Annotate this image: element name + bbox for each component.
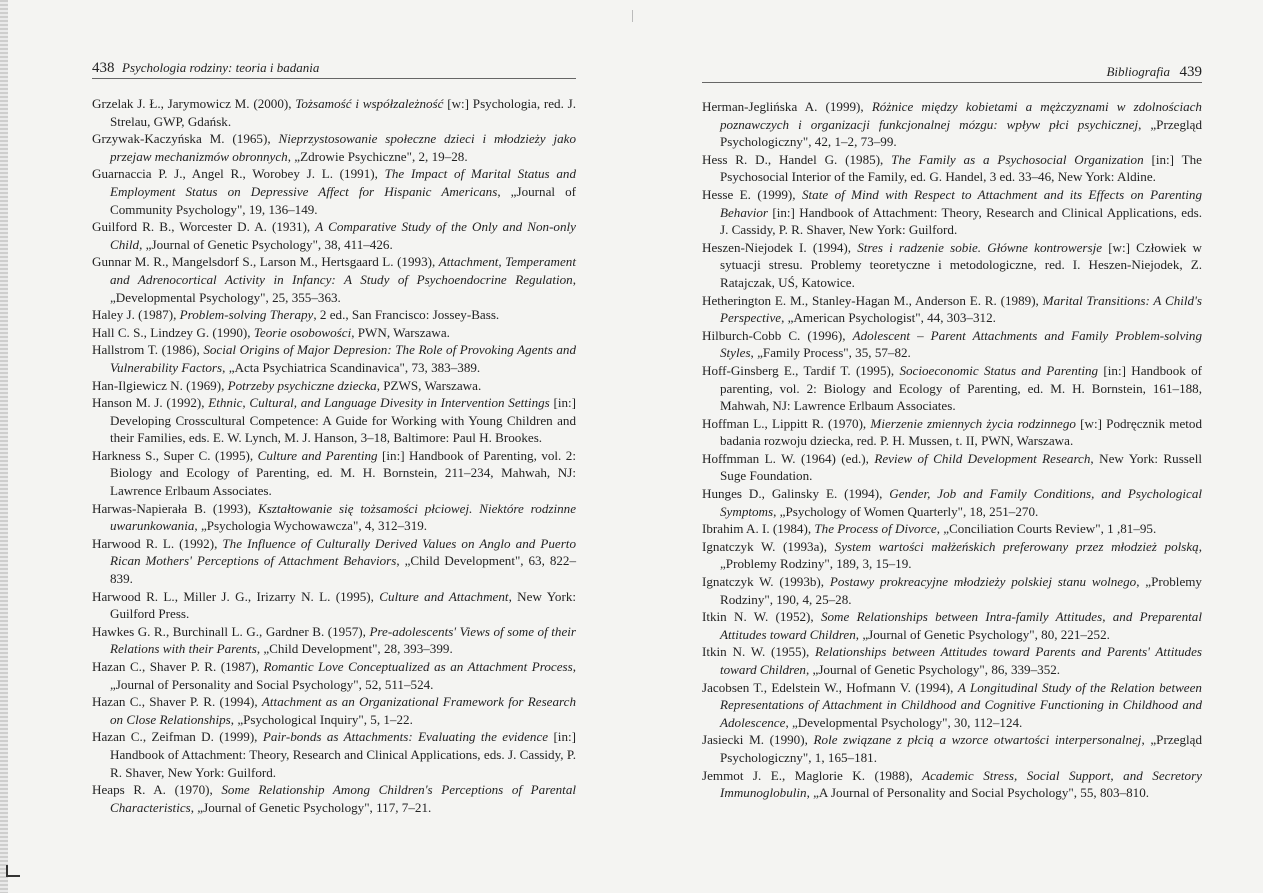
entry-title: Romantic Love Conceptualized as an Attachment Process [263, 659, 573, 674]
bibliography-entry [92, 500, 576, 535]
entry-source: , „Child Development", 28, 393–399. [256, 641, 453, 657]
entry-title: Marital Transitions: A Child's Perspective [720, 292, 1203, 326]
entry-authors: Hilburch-Cobb C. (1996), [702, 327, 853, 343]
bibliography-entry [702, 327, 1202, 362]
entry-title: State of Mind with Respect to Attachment and its Effects on Parenting Behavior [720, 186, 1202, 220]
entry-source: [w:] Podręcznik metod badania rozwoju dziecka, red. P. H. Mussen, t. II, PWN, Warszawa. [720, 415, 1203, 449]
entry-authors: Harwas-Napierała B. (1993), [92, 500, 258, 516]
entry-authors: Harkness S., Super C. (1995), [92, 447, 258, 463]
entry-source: [in:] Handbook of Attachment: Theory, Research and Clinical Applications, eds. J. Cassidy, P. R. Shaver, New York: Guilford. [110, 729, 576, 780]
bibliography-entry [92, 693, 576, 728]
entry-authors: Grzywak-Kaczyńska M. (1965), [92, 131, 279, 147]
entry-source: [w:] Człowiek w sytuacji stresu. Problemy teoretyczne i metodologiczne, red. I. Heszen-Niejodek, Z. Ratajczak, UŚ, Katowice. [720, 239, 1202, 290]
entry-source: , „Journal of Genetic Psychology", 117, 7–21. [190, 799, 432, 815]
entry-title: Ethnic, Cultural, and Language Divesity in Intervention Settings [208, 395, 550, 411]
left-page [92, 0, 576, 893]
bibliography-entry [702, 573, 1202, 608]
bibliography-entry [92, 306, 576, 324]
bibliography-list [702, 98, 1202, 802]
entry-source: , „Acta Psychiatrica Scandinavica", 73, 383–389. [222, 359, 481, 375]
entry-source: , PWN, Warszawa. [351, 324, 450, 340]
entry-title: The Process of Divorce [814, 521, 937, 537]
entry-authors: Hetherington E. M., Stanley-Hagan M., Anderson E. R. (1989), [702, 292, 1043, 308]
entry-source: , „Psychological Inquiry", 5, 1–22. [230, 711, 413, 727]
entry-title: A Comparative Study of the Only and Non-only Child [110, 219, 576, 252]
entry-authors: Gunnar M. R., Mangelsdorf S., Larson M., Hertsgaard L. (1993), [92, 254, 439, 270]
entry-authors: Hanson M. J. (1992), [92, 395, 209, 411]
entry-authors: Herman-Jeglińska A. (1999), [702, 99, 872, 114]
bibliography-entry [92, 394, 576, 447]
entry-title: Różnice między kobietami a mężczyznami w zdolnościach poznawczych i organizacji funkcjonalnej mózgu: wpływ płci psychicznej [720, 99, 1202, 132]
bibliography-entry [92, 341, 576, 376]
entry-title: Postawy prokreacyjne młodzieży polskiej stanu wolnego [829, 574, 1137, 590]
entry-source: , „Journal of Community Psychology", 19, 136–149. [110, 183, 576, 217]
crop-mark [6, 865, 20, 877]
entry-source: [in:] Handbook of parenting, vol. 2: Biology and Ecology of Parenting, ed. M. H. Bornstein, 161–188, Mahwah, NJ: Lawrence Erlbaum Associates. [720, 362, 1202, 414]
entry-title: Social Origins of Major Depresion: The Role of Provoking Agents and Vulnerability Factors [110, 342, 576, 375]
entry-title: Pair-bonds as Attachments: Evaluating the evidence [262, 729, 549, 745]
entry-authors: Hunges D., Galinsky E. (1994), [702, 486, 890, 502]
entry-title: Attachment, Temperament and Adrenocortical Activity in Infancy: A Study of Psychoendocrine Regulation [110, 254, 576, 287]
entry-authors: Guarnaccia P. J., Angel R., Worobey J. L. (1991), [92, 166, 385, 182]
bibliography-entry [702, 292, 1202, 327]
gutter-mark [632, 10, 633, 22]
bibliography-entry [702, 608, 1202, 643]
entry-title: Teorie osobowości [253, 324, 352, 340]
entry-authors: Heaps R. A. (1970), [92, 782, 222, 798]
bibliography-entry [92, 253, 576, 306]
entry-authors: Heszen-Niejodek I. (1994), [702, 239, 858, 255]
entry-source: , „Conciliation Courts Review", 1 ,81–95. [936, 521, 1157, 537]
entry-source: , PZWS, Warszawa. [376, 377, 482, 393]
right-page [702, 0, 1202, 893]
entry-title: System wartości małżeńskich preferowany przez młodzież polską [834, 538, 1199, 554]
bibliography-entry [702, 151, 1202, 186]
entry-title: Some Relationship Among Children's Perceptions of Parental Characteristics [110, 782, 577, 815]
entry-source: , „Child Development", 63, 822–839. [110, 553, 577, 587]
entry-authors: Hesse E. (1999), [702, 186, 802, 202]
entry-title: Review of Child Development Research [874, 450, 1091, 466]
entry-authors: Hall C. S., Lindzey G. (1990), [92, 324, 254, 340]
entry-title: Kształtowanie się tożsamości płciowej. Niektóre rodzinne uwarunkowania [110, 500, 577, 534]
bibliography-entry [702, 485, 1202, 520]
entry-source: , „Developmental Psychology", 25, 355–363. [110, 271, 576, 305]
bibliography-entry [92, 447, 576, 500]
bibliography-entry [92, 218, 576, 253]
entry-authors: Ibrahim A. I. (1984), [702, 521, 815, 537]
entry-title: Relationships between Attitudes toward Parents and Parents' Attitudes toward Children [720, 644, 1202, 677]
entry-title: Tożsamość i współzależność [295, 96, 444, 111]
entry-authors: Jemmot J. E., Maglorie K. (1988), [702, 767, 923, 783]
page-number: 438 [92, 60, 115, 76]
bibliography-entry [92, 658, 576, 693]
entry-source: , „Journal of Genetic Psychology", 86, 339–352. [805, 662, 1061, 677]
page-number: 439 [1179, 64, 1202, 80]
bibliography-entry [702, 186, 1202, 239]
entry-source: [in:] Developing Crosscultural Competence: A Guide for Working with Young Children and their Families, eds. E. W. Lynch, M. J. Hanson, 3–18, Baltimore: Paul H. Brookes. [110, 395, 577, 446]
entry-authors: Itkin N. W. (1955), [702, 644, 816, 660]
bibliography-entry [92, 728, 576, 781]
bibliography-entry [702, 538, 1202, 573]
entry-source: , „Problemy Rodziny", 190, 4, 25–28. [720, 574, 1202, 607]
bibliography-entry [92, 324, 576, 342]
entry-source: , 2 ed., San Francisco: Jossey-Bass. [313, 307, 500, 323]
entry-source: , „Problemy Rodziny", 189, 3, 15–19. [720, 538, 1202, 572]
running-head: Psychologia rodziny: teoria i badania [122, 60, 320, 75]
entry-authors: Hawkes G. R., Burchinall L. G., Gardner B. (1957), [92, 623, 370, 639]
entry-source: , „Developmental Psychology", 30, 112–124. [785, 714, 1023, 730]
bibliography-entry [702, 643, 1202, 678]
entry-source: , „Psychologia Wychowawcza", 4, 312–319. [194, 518, 428, 534]
entry-authors: Han-Ilgiewicz N. (1969), [92, 377, 228, 393]
entry-source: , „Journal of Genetic Psychology", 80, 221–252. [855, 626, 1110, 642]
bibliography-entry [92, 623, 576, 658]
bibliography-entry [702, 731, 1202, 766]
entry-source: , „Family Process", 35, 57–82. [750, 345, 911, 361]
running-head: Bibliografia [1106, 64, 1170, 79]
entry-title: Culture and Parenting [257, 447, 378, 463]
entry-title: Some Relationships between Intra-family Attitudes, and Preparental Attitudes toward Children [720, 609, 1202, 642]
entry-title: The Impact of Marital Status and Employment Status on Depressive Affect for Hispanic Americans [110, 166, 577, 199]
entry-title: The Family as a Psychosocial Organization [891, 151, 1144, 167]
entry-title: Attachment as an Organizational Framework for Research on Close Relationships [110, 694, 576, 727]
entry-title: Problem-solving Therapy [179, 307, 314, 323]
bibliography-entry [702, 362, 1202, 415]
entry-title: A Longitudinal Study of the Relation between Representations of Attachment in Childhood and Cognitive Functioning in Childhood and Adolescence [720, 679, 1202, 730]
entry-authors: Harwood R. L., Miller J. G., Irizarry N. L. (1995), [92, 588, 380, 604]
entry-authors: Hoffman L., Lippitt R. (1970), [702, 415, 871, 431]
entry-authors: Grzelak J. Ł., Jarymowicz M. (2000), [92, 96, 296, 111]
bibliography-entry [702, 767, 1202, 802]
entry-title: Role związane z płcią a wzorce otwartości interpersonalnej [813, 732, 1142, 748]
bibliography-entry [92, 377, 576, 395]
entry-authors: Hess R. D., Handel G. (1985), [702, 151, 892, 167]
entry-title: Nieprzystosowanie społeczne dzieci i młodzieży jako przejaw mechanizmów obronnych [110, 131, 576, 164]
entry-authors: Ignatczyk W. (1993a), [702, 538, 835, 554]
entry-title: Pre-adolescents' Views of some of their Relations with their Parents [110, 623, 576, 657]
entry-authors: Hazan C., Shaver P. R. (1994), [92, 694, 262, 710]
entry-source: , „Zdrowie Psychiczne", 2, 19–28. [287, 148, 468, 164]
entry-source: , „Journal of Personality and Social Psychology", 52, 511–524. [110, 659, 576, 692]
entry-source: , „American Psychologist", 44, 303–312. [781, 310, 996, 326]
bibliography-entry [92, 165, 576, 218]
bibliography-list [92, 95, 576, 816]
entry-authors: Hallstrom T. (1986), [92, 342, 204, 358]
bibliography-entry [92, 130, 576, 165]
entry-source: , „Przegląd Psychologiczny", 1, 165–181. [720, 732, 1202, 765]
entry-authors: Itkin N. W. (1952), [702, 609, 821, 625]
entry-authors: Hoff-Ginsberg E., Tardif T. (1995), [702, 362, 900, 378]
entry-source: , „Psychology of Women Quarterly", 18, 251–270. [773, 503, 1039, 519]
bibliography-entry [702, 450, 1202, 485]
entry-source: , „Przegląd Psychologiczny", 42, 1–2, 73–99. [720, 116, 1202, 150]
entry-title: Stres i radzenie sobie. Główne kontrowersje [857, 239, 1103, 255]
bibliography-entry [702, 520, 1202, 538]
entry-title: Potrzeby psychiczne dziecka [227, 377, 377, 393]
entry-title: Gender, Job and Family Conditions, and Psychological Symptoms [720, 486, 1203, 519]
entry-source: , „Journal of Genetic Psychology", 38, 411–426. [139, 236, 393, 252]
bibliography-entry [702, 239, 1202, 292]
entry-authors: Haley J. (1987), [92, 307, 180, 323]
entry-title: Mierzenie zmiennych życia rodzinnego [870, 415, 1076, 431]
entry-source: [w:] Psychologia, red. J. Strelau, GWP, Gdańsk. [110, 96, 576, 129]
bibliography-entry [702, 98, 1202, 151]
bibliography-entry [702, 679, 1202, 732]
entry-source: [in:] Handbook of Attachment: Theory, Research and Clinical Applications, eds. J. Cassidy, P. R. Shaver, New York: Guilford. [720, 204, 1202, 238]
left-page-header [92, 60, 576, 79]
bibliography-entry [92, 535, 576, 588]
entry-source: , New York: Russell Suge Foundation. [720, 450, 1202, 484]
bibliography-entry [92, 95, 576, 130]
entry-title: Adolescent – Parent Attachments and Family Problem-solving Styles [720, 327, 1202, 361]
entry-authors: Harwood R. L. (1992), [92, 535, 223, 551]
bibliography-entry [92, 588, 576, 623]
bibliography-entry [92, 781, 576, 816]
entry-authors: Jacobsen T., Edelstein W., Hofmann V. (1994), [702, 679, 958, 695]
entry-title: Culture and Attachment [379, 588, 509, 604]
entry-title: Socioeconomic Status and Parenting [899, 362, 1099, 378]
entry-source: [in:] Handbook of Parenting, vol. 2: Biology and Ecology of Parenting, ed. M. H. Bornstein, 211–234, Mahwah, NJ: Lawrence Erlbaum Associates. [110, 447, 576, 499]
bibliography-entry [702, 415, 1202, 450]
entry-source: [in:] The Psychosocial Interior of the Family, ed. G. Handel, 3 ed. 33–46, New York: Aldine. [720, 151, 1202, 185]
entry-authors: Hazan C., Zeifman D. (1999), [92, 729, 263, 745]
right-page-header [702, 64, 1202, 83]
entry-source: , New York: Guilford Press. [110, 588, 577, 622]
entry-source: , „A Journal of Personality and Social Psychology", 55, 803–810. [806, 785, 1150, 801]
entry-authors: Hazan C., Shaver P. R. (1987), [92, 659, 264, 674]
entry-authors: Ignatczyk W. (1993b), [702, 574, 830, 590]
entry-title: Academic Stress, Social Support, and Secretory Immunoglobulin [720, 767, 1202, 801]
entry-title: The Influence of Culturally Derived Values on Anglo and Puerto Rican Mothers' Perceptions of Attachment Behaviors [110, 535, 576, 569]
scan-edge-shadow [0, 0, 8, 893]
entry-authors: Hoffmman L. W. (1964) (ed.), [702, 450, 875, 466]
entry-authors: Guilford R. B., Worcester D. A. (1931), [92, 219, 316, 235]
entry-authors: Jasiecki M. (1990), [702, 732, 814, 748]
